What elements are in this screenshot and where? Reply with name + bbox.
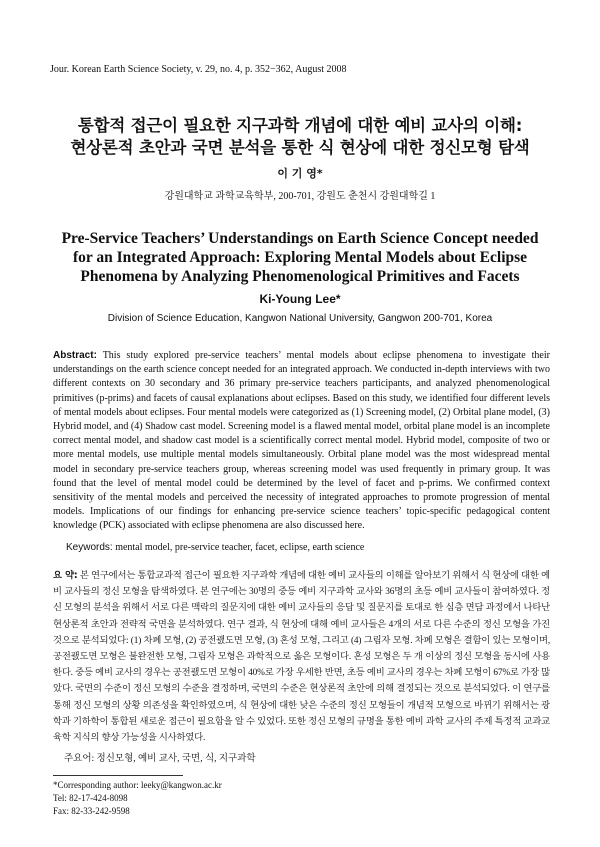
footnote-divider [53,775,183,776]
fax-note: Fax: 82-33-242-9598 [53,806,130,816]
korean-title-line-2: 현상론적 초안과 국면 분석을 통한 식 현상에 대한 정신모형 탐색 [70,138,530,157]
korean-abstract [53,568,550,746]
korean-abstract-text: 본 연구에서는 통합교과적 접근이 필요한 지구과학 개념에 대한 예비 교사들의 이해를 알아보기 위해서 식 현상에 대한 예비 교사들의 정신 모형을 탐색하였다. 본 연구에는 30명의 중등 예비 지구과학 교사와 36명의 초등 예비 교사들이 참여하였다. 정신 모형의 분석을 위해서 서로 다른 맥락의 질문지에 대한 예비 교사들의 응답 및 질문지를 토대로 한 심층 면담 과정에서 나타난 현상론적 초안과 전략적 국면을 분석하였다. 연구 결과, 식 현상에 대해 예비 교사들은 4개의 서로 다른 수준의 정신 모형을 가진 것으로 분석되었다: (1) 차폐 모형, (2) 공전괤도면 모형, (3) 혼성 모형, 그리고 (4) 그림자 모형. 차폐 모형은 결함이 있는 모형이며, 공전괤도면 모형은 불완전한 모형, 그림자 모형은 과학적으로 옳은 모형이다. 혼성 모형은 두 개 이상의 정신 모형을 동시에 사용한다. 중등 예비 교사의 경우는 공전괤도면 모형이 40%로 가장 우세한 반면, 초등 예비 교사의 경우는 차폐 모형이 67%로 가장 많았다. 국면의 수준이 정신 모형의 수준을 결정하며, 국면의 수준은 현상론적 초안에 의해 결정되는 것으로 분석되었다. 이 연구를 통해 정신 모형의 상황 의존성을 확인하였으며, 식 현상에 대한 낮은 수준의 정신 모형들이 개념적 모형으로 바뀌기 위해서는 광학과 기하학이 통합된 새로운 접근이 필요함을 알 수 있었다. 또한 정신 모형의 규명을 통한 예비 과학 교사의 주제 특정적 교과교육학 지식의 향상 가능성을 시사하였다. [53,571,550,744]
korean-keywords [64,750,256,764]
abstract [53,349,550,534]
english-author: Ki-Young Lee* [259,292,341,306]
korean-affiliation: 강원대학교 과학교육학부, 200-701, 강원도 춘천시 강원대학길 1 [164,191,436,202]
keywords [66,542,364,553]
korean-keywords-label: 주요어: [64,754,95,764]
keywords-text: mental model, pre-service teacher, facet, eclipse, earth science [115,542,365,553]
abstract-label: Abstract: [53,350,97,361]
korean-keywords-text: 정신모형, 예비 교사, 국면, 식, 지구과학 [96,754,256,764]
english-affiliation: Division of Science Education, Kangwon National University, Gangwon 200-701, Korea [107,313,493,324]
english-title-line-2: for an Integrated Approach: Exploring Mental Models about Eclipse [72,249,528,266]
korean-abstract-label: 요 약: [53,570,78,581]
korean-title-line-1: 통합적 접근이 필요한 지구과학 개념에 대한 예비 교사의 이해: [77,116,523,135]
english-title-line-1: Pre-Service Teachers’ Understandings on Earth Science Concept needed [61,230,539,247]
journal-citation: Jour. Korean Earth Science Society, v. 29, no. 4, p. 352−362, August 2008 [50,64,347,75]
telephone-note: Tel: 82-17-424-8098 [53,793,128,803]
keywords-label: Keywords: [66,542,113,553]
corresponding-author-note: *Corresponding author: leeky@kangwon.ac.kr [53,780,222,790]
english-title-line-3: Phenomena by Analyzing Phenomenological Primitives and Facets [80,268,520,285]
korean-author: 이 기 영* [277,167,323,180]
abstract-text: This study explored pre-service teachers’ mental models about eclipse phenomena to investigate their understandings on the earth science concept needed for an integrated approach. We conducted in-depth interviews with two different contexts on 30 secondary and 36 primary pre-service teachers participants, and analyzed phenomenological primitives (p-prims) and facets of causal explanations about eclipses. Based on this study, we identified four different levels of mental models about eclipses. Four mental models were categorized as (1) Screening model, (2) Orbital plane model, (3) Hybrid model, and (4) Shadow cast model. Screening model is a flawed mental model, orbital plane model is an incomplete correct mental model, and shadow cast model is a scientifically correct mental model. Hybrid model, composite of two or more mental models, use multiple mental models simultaneously. Orbital plane model was the most widespread mental model in secondary pre-service teachers group, whereas screening model was used frequently in primary group. It was found that the level of mental model could be determined by the level of facet and p-prims. We confirmed context sensitivity of the mental models and perceived the necessity of integrated approaches to promote progression of mental models. Implications of our findings for enhancing pre-service science teachers’ topic-specific pedagogical content knowledge (PCK) associated with eclipse phenomena are also discussed here. [53,350,550,532]
